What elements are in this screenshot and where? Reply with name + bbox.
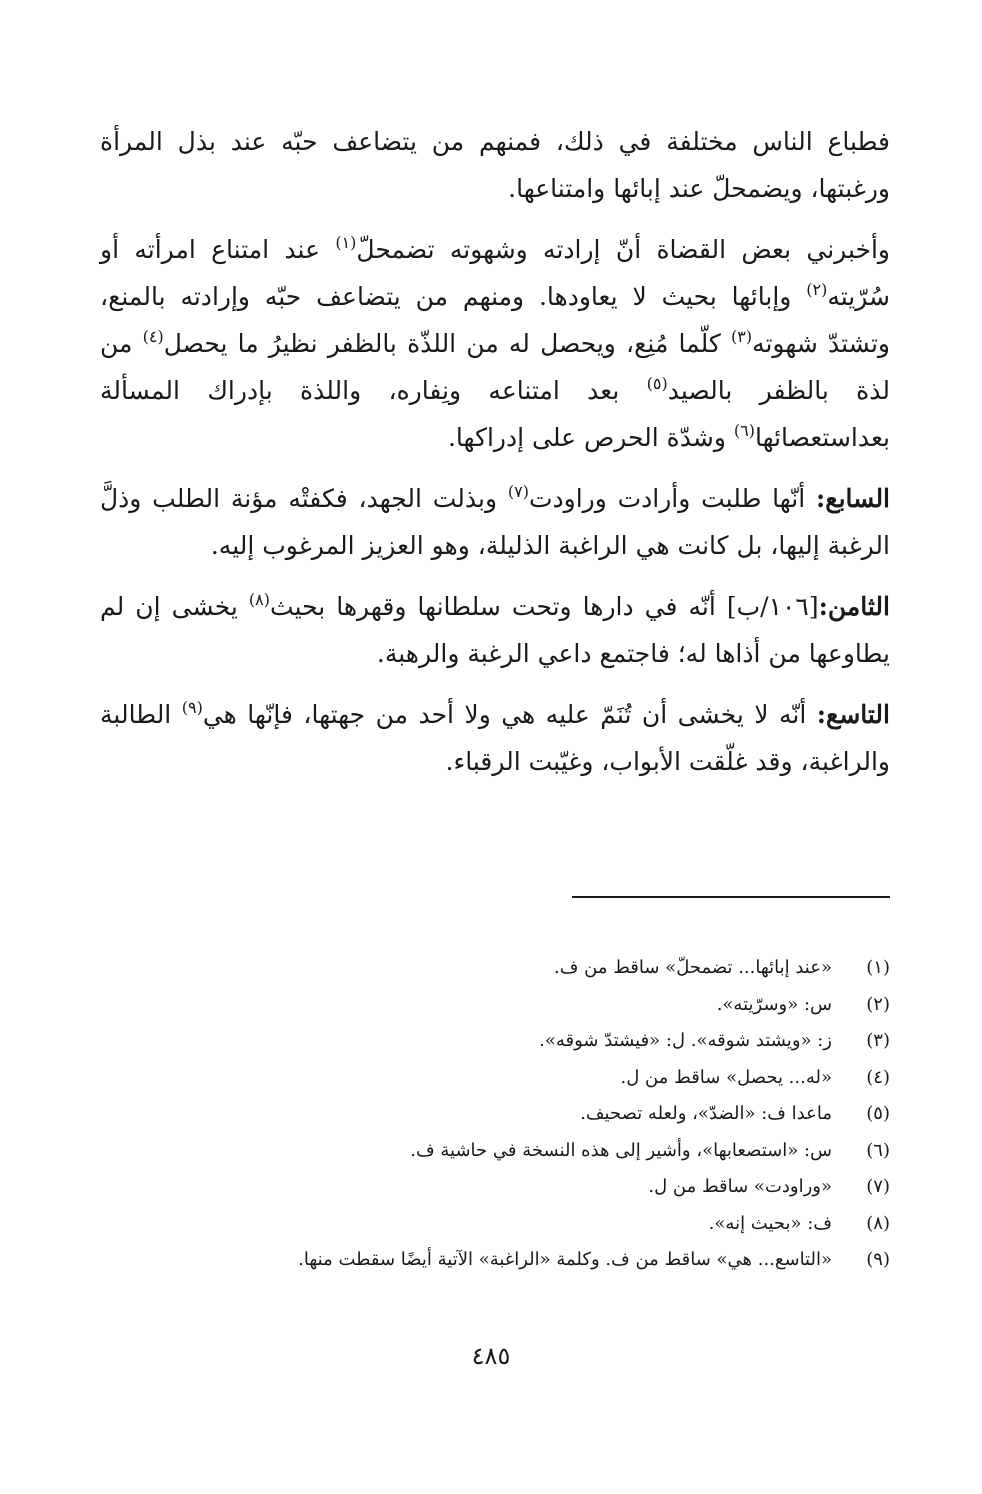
paragraph-1 bbox=[100, 118, 890, 212]
section-lead: السابع: bbox=[816, 484, 891, 513]
footnote-text: «التاسع... هي» ساقط من ف. وكلمة «الراغبة» الآتية أيضًا سقطت منها. bbox=[298, 1249, 832, 1270]
footnote-ref[interactable]: (٩) bbox=[181, 698, 203, 717]
footnote-ref[interactable]: (٦) bbox=[733, 421, 755, 440]
footnote-ref[interactable]: (١) bbox=[335, 233, 357, 252]
paragraph-text: أنّه لا يخشى أن تُنَمّ عليه هي ولا أحد من جهتها، فإنّها هي bbox=[202, 700, 817, 729]
paragraph-4 bbox=[100, 583, 890, 677]
footnote-item bbox=[100, 1096, 890, 1133]
paragraph-text: أنّها طلبت وأرادت وراودت bbox=[528, 484, 817, 513]
paragraph-text: وإبائها بحيث لا يعاودها. ومنهم من يتضاعف حبّه وإرادته بالمنع، وتشتدّ شهوته bbox=[100, 282, 890, 358]
footnote-ref[interactable]: (٨) bbox=[248, 590, 271, 609]
footnote-item bbox=[100, 950, 890, 987]
footnote-number: (٩) bbox=[866, 1249, 890, 1270]
footnote-text: ماعدا ف: «الضدّ»، ولعله تصحيف. bbox=[580, 1103, 832, 1124]
footnote-item bbox=[100, 1133, 890, 1170]
paragraph-text: كلّما مُنِع، ويحصل له من اللذّة بالظفر نظيرُ ما يحصل bbox=[163, 329, 731, 358]
footnotes-list bbox=[100, 950, 890, 1279]
footnote-item bbox=[100, 1023, 890, 1060]
paragraph-text: وشدّة الحرص على إدراكها. bbox=[447, 423, 734, 452]
paragraph-text: بعد امتناعه ونِفاره، واللذة بإدراك المسألة بعداستعصائها bbox=[100, 376, 890, 452]
footnote-text: س: «وسرّيته». bbox=[716, 993, 832, 1015]
footnote-item bbox=[100, 1242, 890, 1279]
footnote-item bbox=[100, 1060, 890, 1097]
footnote-text: «له... يحصل» ساقط من ل. bbox=[620, 1066, 832, 1088]
footnote-divider bbox=[572, 896, 890, 898]
footnote-number: (٥) bbox=[866, 1103, 890, 1124]
footnote-number: (٤) bbox=[866, 1066, 890, 1088]
paragraph-2 bbox=[100, 226, 890, 461]
footnote-item bbox=[100, 987, 890, 1024]
footnote-number: (٨) bbox=[866, 1212, 890, 1234]
footnote-text: س: «استصعابها»، وأشير إلى هذه النسخة في حاشية ف. bbox=[410, 1139, 832, 1161]
paragraph-text: الطالبة والراغبة، وقد غلّقت الأبواب، وغيّبت الرقباء. bbox=[100, 700, 890, 776]
footnote-number: (٣) bbox=[866, 1030, 890, 1051]
paragraph-text: فطباع الناس مختلفة في ذلك، فمنهم من يتضاعف حبّه عند بذل المرأة ورغبتها، ويضمحلّ عند إبائها وامتناعها. bbox=[100, 127, 890, 203]
page-number: ٤٨٥ bbox=[471, 1342, 511, 1370]
paragraph-text: [١٠٦/ب] أنّه في دارها وتحت سلطانها وقهرها بحيث bbox=[270, 592, 819, 621]
paragraph-text: من لذة بالظفر بالصيد bbox=[100, 329, 890, 405]
footnote-item bbox=[100, 1206, 890, 1243]
paragraph-text: يخشى إن لم يطاوعها من أذاها له؛ فاجتمع داعي الرغبة والرهبة. bbox=[100, 592, 890, 668]
footnote-number: (٢) bbox=[866, 993, 890, 1015]
section-lead: التاسع: bbox=[816, 700, 890, 729]
footnote-text: «وراودت» ساقط من ل. bbox=[648, 1176, 832, 1197]
footnote-number: (٧) bbox=[866, 1176, 890, 1197]
footnote-item bbox=[100, 1169, 890, 1206]
paragraph-text: عند امتناع امرأته أو سُرّيته bbox=[100, 235, 890, 311]
paragraph-5 bbox=[100, 691, 890, 785]
footnote-number: (١) bbox=[866, 957, 890, 978]
footnote-text: ز: «ويشتد شوقه». ل: «فيشتدّ شوقه». bbox=[539, 1030, 832, 1051]
footnote-ref[interactable]: (٥) bbox=[646, 374, 668, 393]
footnote-text: «عند إبائها... تضمحلّ» ساقط من ف. bbox=[554, 957, 832, 978]
paragraph-text: وبذلت الجهد، فكفتْه مؤنة الطلب وذلَّ الرغبة إليها، بل كانت هي الراغبة الذليلة، وهو العزيز المرغوب إليه. bbox=[100, 484, 890, 560]
paragraph-text: وأخبرني بعض القضاة أنّ إرادته وشهوته تضمحلّ bbox=[356, 235, 890, 264]
footnote-text: ف: «بحيث إنه». bbox=[708, 1212, 832, 1234]
section-lead: الثامن: bbox=[818, 592, 890, 621]
footnote-ref[interactable]: (٣) bbox=[730, 327, 753, 346]
footnote-number: (٦) bbox=[866, 1139, 890, 1161]
footnote-ref[interactable]: (٧) bbox=[507, 482, 529, 501]
paragraph-3 bbox=[100, 475, 890, 569]
main-text bbox=[100, 118, 891, 1270]
footnote-ref[interactable]: (٤) bbox=[142, 327, 164, 346]
footnote-ref[interactable]: (٢) bbox=[806, 280, 828, 299]
